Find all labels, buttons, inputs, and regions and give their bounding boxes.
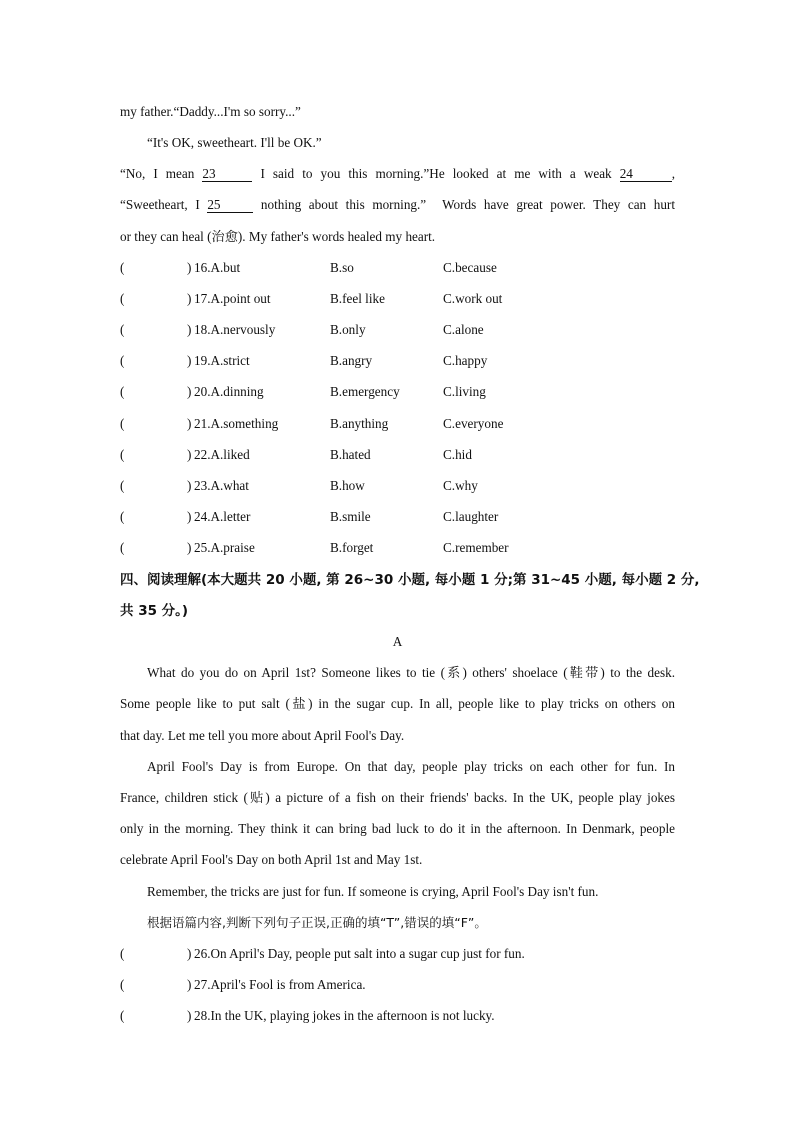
option-row-16: ( ) 16.A.but B.so C.because <box>120 260 497 275</box>
option-c: C.laughter <box>443 509 499 524</box>
option-a: 23.A.what <box>194 478 249 493</box>
section-heading: 四、阅读理解(本大题共 20 小题, 第 26~30 小题, 每小题 1 分;第 31~45 小题, 每小题 2 分, <box>120 572 700 588</box>
option-a: 22.A.liked <box>194 447 250 462</box>
passage-text: or they can heal (治愈). My father's words healed my heart. <box>120 229 436 244</box>
reading-line: celebrate April Fool's Day on both April 1st and May 1st. <box>120 852 423 867</box>
option-a: 25.A.praise <box>194 540 255 555</box>
passage-line <box>120 228 675 246</box>
option-b: B.emergency <box>330 384 400 399</box>
answer-blank-open[interactable]: ( <box>120 447 125 462</box>
answer-blank-open[interactable]: ( <box>120 353 125 368</box>
answer-blank-open[interactable]: ( <box>120 977 125 992</box>
answer-blank-open[interactable]: ( <box>120 291 125 306</box>
option-row-18: ( ) 18.A.nervously B.only C.alone <box>120 322 484 337</box>
option-row-24: ( ) 24.A.letter B.smile C.laughter <box>120 509 499 524</box>
option-b: B.only <box>330 322 366 337</box>
option-c: C.happy <box>443 353 488 368</box>
passage-line: “Sweetheart, I 25 nothing about this morning.” Words have great power. They can hurt <box>120 197 675 212</box>
answer-blank-open[interactable]: ( <box>120 416 125 431</box>
option-b: B.so <box>330 260 354 275</box>
option-b: B.forget <box>330 540 374 555</box>
passage-line <box>147 134 675 152</box>
question-text: 26.On April's Day, people put salt into a sugar cup just for fun. <box>194 946 525 961</box>
option-c: C.everyone <box>443 416 504 431</box>
answer-blank-open[interactable]: ( <box>120 478 125 493</box>
option-c: C.work out <box>443 291 503 306</box>
answer-blank-open[interactable]: ( <box>120 384 125 399</box>
passage-line: “No, I mean 23 I said to you this morning.”He looked at me with a weak 24 , <box>120 166 675 181</box>
question-text: 28.In the UK, playing jokes in the afternoon is not lucky. <box>194 1008 495 1023</box>
option-a: 19.A.strict <box>194 353 250 368</box>
reading-line: Some people like to put salt (盐) in the sugar cup. In all, people like to play tricks on others on <box>120 696 675 711</box>
answer-blank-open[interactable]: ( <box>120 260 125 275</box>
cloze-blank-23[interactable]: 23 <box>202 166 252 182</box>
reading-line: that day. Let me tell you more about April Fool's Day. <box>120 728 405 743</box>
answer-blank-open[interactable]: ( <box>120 946 125 961</box>
passage-text: my father.“Daddy...I'm so sorry...” <box>120 104 301 119</box>
tf-question-27: ( ) 27.April's Fool is from America. <box>120 977 366 992</box>
option-a: 24.A.letter <box>194 509 251 524</box>
option-b: B.anything <box>330 416 389 431</box>
option-row-23: ( ) 23.A.what B.how C.why <box>120 478 478 493</box>
option-c: C.why <box>443 478 478 493</box>
option-b: B.how <box>330 478 365 493</box>
option-a: 18.A.nervously <box>194 322 276 337</box>
tf-question-26: ( ) 26.On April's Day, people put salt into a sugar cup just for fun. <box>120 946 525 961</box>
option-b: B.feel like <box>330 291 385 306</box>
option-b: B.angry <box>330 353 373 368</box>
reading-line: only in the morning. They think it can bring bad luck to do it in the afternoon. In Denmark, people <box>120 821 675 836</box>
option-b: B.smile <box>330 509 371 524</box>
question-text: 27.April's Fool is from America. <box>194 977 366 992</box>
passage-text: “It's OK, sweetheart. I'll be OK.” <box>147 135 322 150</box>
option-a: 21.A.something <box>194 416 279 431</box>
passage-line <box>120 103 675 121</box>
cloze-blank-25[interactable]: 25 <box>207 197 253 213</box>
option-row-20: ( ) 20.A.dinning B.emergency C.living <box>120 384 486 399</box>
answer-blank-open[interactable]: ( <box>120 322 125 337</box>
answer-blank-open[interactable]: ( <box>120 540 125 555</box>
option-a: 16.A.but <box>194 260 241 275</box>
option-row-22: ( ) 22.A.liked B.hated C.hid <box>120 447 472 462</box>
option-row-19: ( ) 19.A.strict B.angry C.happy <box>120 353 488 368</box>
tf-question-28: ( ) 28.In the UK, playing jokes in the afternoon is not lucky. <box>120 1008 495 1023</box>
reading-line: April Fool's Day is from Europe. On that day, people play tricks on each other for fun. In <box>147 759 675 774</box>
reading-line: Remember, the tricks are just for fun. If someone is crying, April Fool's Day isn't fun. <box>147 884 599 899</box>
option-row-21: ( ) 21.A.something B.anything C.everyone <box>120 416 504 431</box>
option-c: C.remember <box>443 540 509 555</box>
passage-label: A <box>392 634 403 649</box>
option-row-25: ( ) 25.A.praise B.forget C.remember <box>120 540 509 555</box>
option-row-17: ( ) 17.A.point out B.feel like C.work out <box>120 291 503 306</box>
cloze-blank-24[interactable]: 24 <box>620 166 672 182</box>
instruction-text: 根据语篇内容,判断下列句子正误,正确的填“T”,错误的填“F”。 <box>147 915 487 930</box>
section-heading-cont: 共 35 分。) <box>120 603 189 619</box>
answer-blank-open[interactable]: ( <box>120 509 125 524</box>
option-a: 17.A.point out <box>194 291 271 306</box>
reading-line: France, children stick (贴) a picture of a fish on their friends' backs. In the UK, people play jokes <box>120 790 675 805</box>
answer-blank-open[interactable]: ( <box>120 1008 125 1023</box>
option-c: C.because <box>443 260 497 275</box>
reading-line: What do you do on April 1st? Someone likes to tie (系) others' shoelace (鞋带) to the desk. <box>147 665 675 680</box>
option-c: C.living <box>443 384 486 399</box>
option-a: 20.A.dinning <box>194 384 264 399</box>
option-c: C.hid <box>443 447 472 462</box>
option-c: C.alone <box>443 322 484 337</box>
option-b: B.hated <box>330 447 371 462</box>
